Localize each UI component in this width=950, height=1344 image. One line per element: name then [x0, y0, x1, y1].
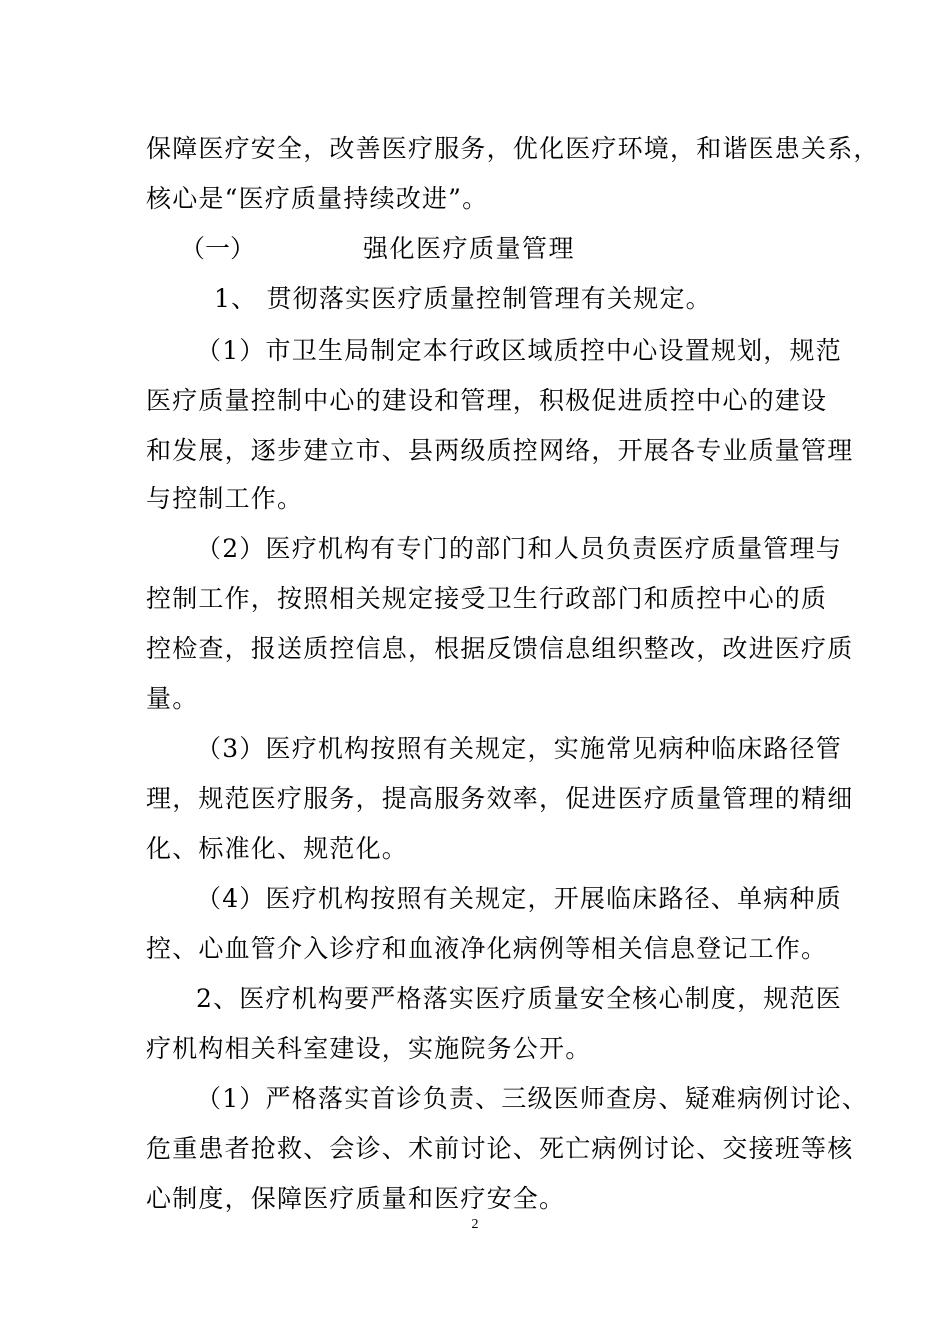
paragraph-line: 控、心血管介入诊疗和血液净化病例等相关信息登记工作。	[146, 934, 828, 963]
paragraph-line: （1）严格落实首诊负责、三级医师查房、疑难病例讨论、	[196, 1084, 869, 1113]
paragraph-line: 控制工作，按照相关规定接受卫生行政部门和质控中心的质	[146, 584, 828, 613]
page-number: 2	[471, 1217, 479, 1232]
paragraph-line: （1）市卫生局制定本行政区域质控中心设置规划，规范	[196, 336, 842, 365]
paragraph-line: 医疗质量控制中心的建设和管理，积极促进质控中心的建设	[146, 386, 828, 415]
paragraph-line: 心制度，保障医疗质量和医疗安全。	[146, 1184, 566, 1213]
paragraph-line: 与控制工作。	[146, 484, 304, 513]
paragraph-line: （4）医疗机构按照有关规定，开展临床路径、单病种质	[196, 884, 842, 913]
paragraph-line: 2、医疗机构要严格落实医疗质量安全核心制度，规范医	[196, 984, 842, 1013]
paragraph-line: （2）医疗机构有专门的部门和人员负责医疗质量管理与	[196, 534, 842, 563]
paragraph-line: 疗机构相关科室建设，实施院务公开。	[146, 1034, 592, 1063]
paragraph-line: 化、标准化、规范化。	[146, 834, 409, 863]
paragraph-line: 理，规范医疗服务，提高服务效率，促进医疗质量管理的精细	[146, 784, 854, 813]
paragraph-line: 量。	[146, 684, 199, 713]
paragraph-line: 和发展，逐步建立市、县两级质控网络，开展各专业质量管理	[146, 436, 854, 465]
subsection-heading: 1、 贯彻落实医疗质量控制管理有关规定。	[214, 284, 712, 313]
section-heading-title: 强化医疗质量管理	[363, 234, 576, 263]
paragraph-line: 核心是“医疗质量持续改进”。	[146, 184, 489, 213]
paragraph-line: 危重患者抢救、会诊、术前讨论、死亡病例讨论、交接班等核	[146, 1134, 854, 1163]
section-heading-number: （一）	[180, 234, 256, 263]
paragraph-line: （3）医疗机构按照有关规定，实施常见病种临床路径管	[196, 734, 842, 763]
paragraph-line: 控检查，报送质控信息，根据反馈信息组织整改，改进医疗质	[146, 634, 854, 663]
paragraph-line: 保障医疗安全，改善医疗服务，优化医疗环境，和谐医患关系，	[146, 134, 880, 163]
